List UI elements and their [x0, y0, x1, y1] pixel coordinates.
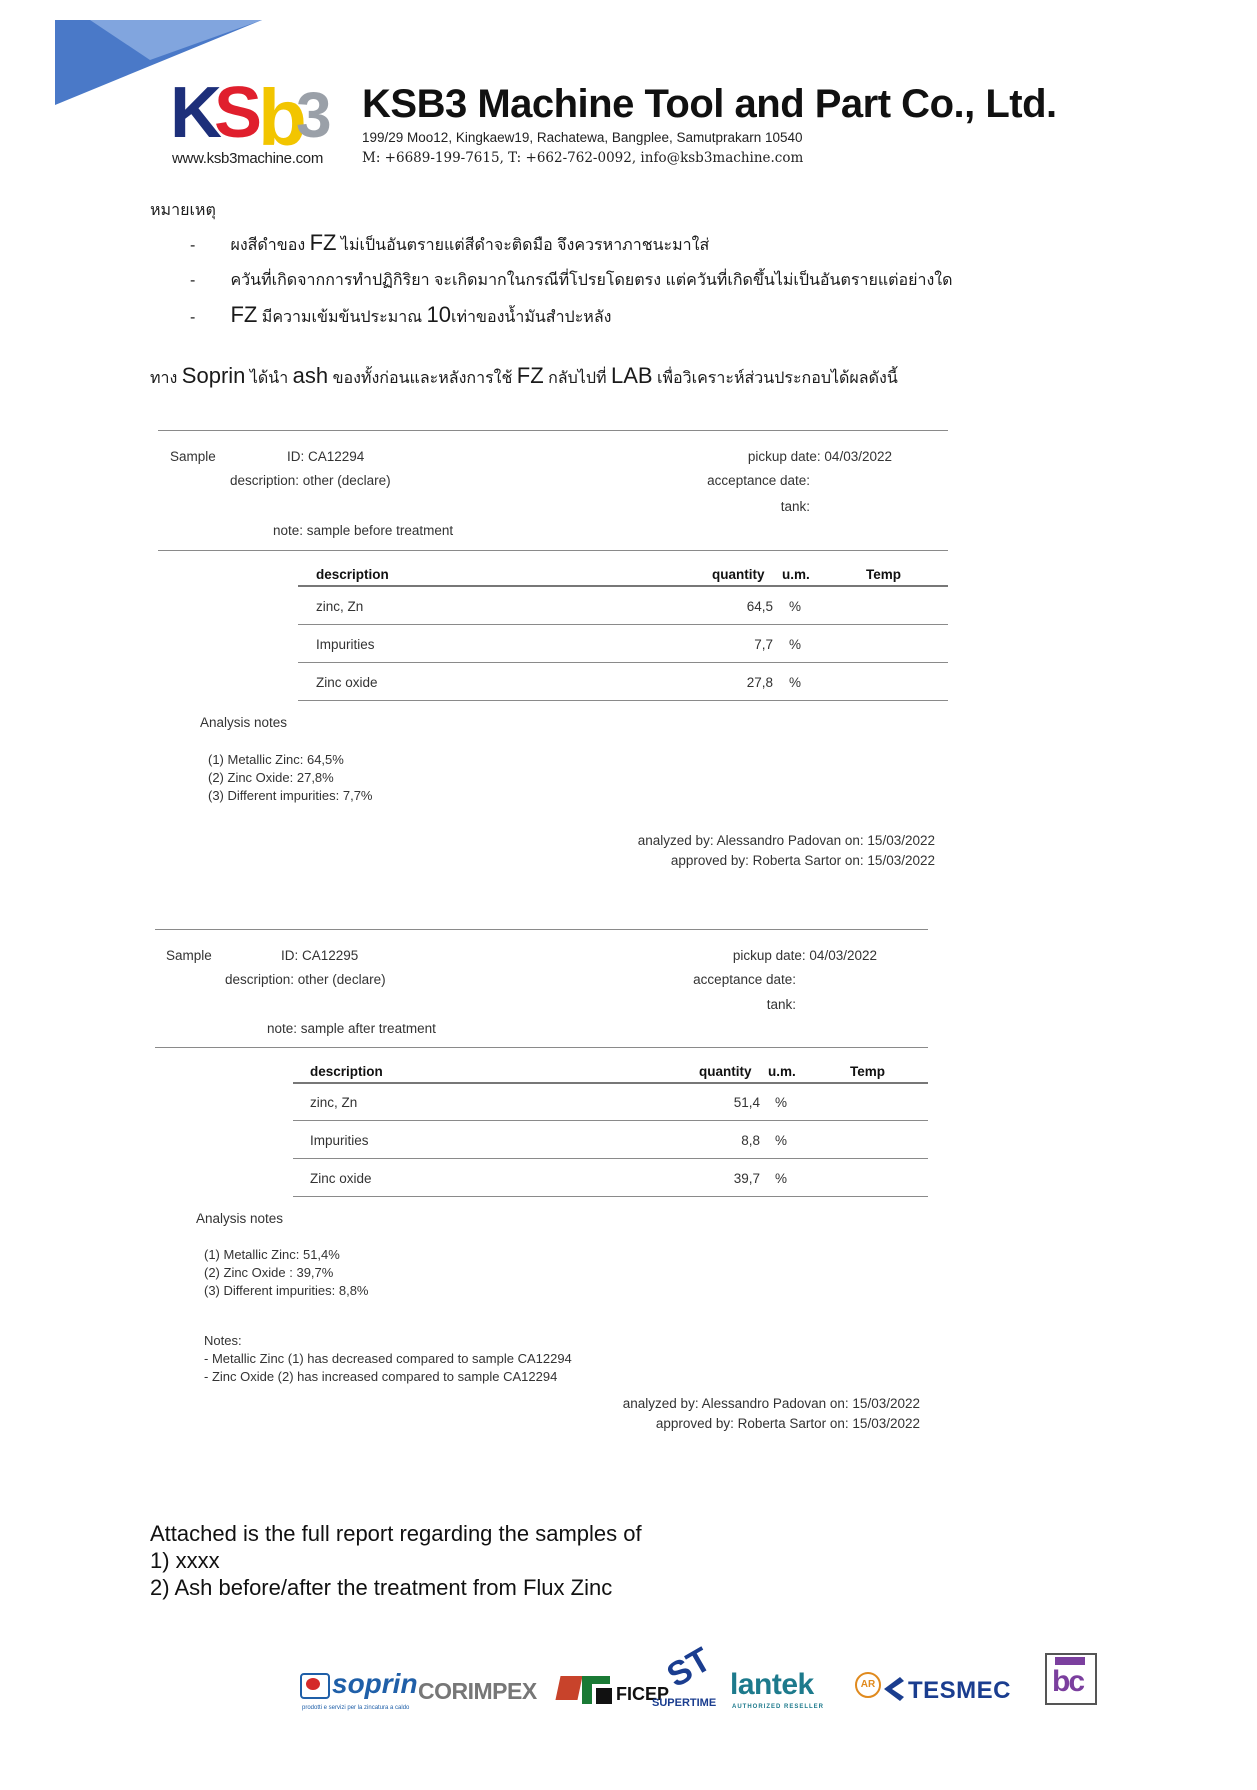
acceptance-date: acceptance date: [707, 473, 810, 488]
ficep-mark-icon [580, 1672, 614, 1706]
lantek-ar-badge: AR [855, 1672, 881, 1698]
analysis-notes-title: Analysis notes [196, 1211, 284, 1226]
intro-line: ทาง Soprin ได้นำ ash ของทั้งก่อนและหลังการใช้ FZ กลับไปที่ LAB เพื่อวิเคราะห์ส่วนประกอบได้ผลดังนี้ [150, 363, 898, 388]
row-qty: 64,5 [746, 599, 773, 614]
partner-logos [300, 1640, 1160, 1725]
pickup-date: pickup date: 04/03/2022 [732, 948, 877, 963]
sample-label: Sample [166, 948, 212, 963]
svg-text:ST: ST [660, 1640, 718, 1696]
approved-by: approved by: Roberta Sartor on: 15/03/2022 [655, 1416, 920, 1431]
company-contact: M: +6689-199-7615, T: +662-762-0092, info@ksb3machine.com [362, 150, 804, 166]
tesmec-logo: TESMEC [908, 1677, 1012, 1704]
sample-label: Sample [170, 449, 216, 464]
row-qty: 7,7 [754, 637, 773, 652]
analyzed-by: analyzed by: Alessandro Padovan on: 15/03/2022 [637, 833, 935, 848]
soprin-logo: soprin [332, 1668, 418, 1699]
row-um: % [775, 1171, 788, 1186]
row-um: % [789, 675, 802, 690]
company-address: 199/29 Moo12, Kingkaew19, Rachatewa, Bangplee, Samutprakarn 10540 [362, 130, 803, 145]
analysis-note: (2) Zinc Oxide: 27,8% [208, 770, 334, 785]
acceptance-date: acceptance date: [693, 972, 796, 987]
analysis-note: (3) Different impurities: 8,8% [204, 1283, 369, 1298]
row-qty: 27,8 [746, 675, 773, 690]
footer-line: 1) xxxx [150, 1548, 220, 1573]
row-desc: Zinc oxide [310, 1171, 372, 1186]
company-name: KSB3 Machine Tool and Part Co., Ltd. [362, 82, 1057, 126]
sample-id: ID: CA12294 [287, 449, 365, 464]
analyzed-by: analyzed by: Alessandro Padovan on: 15/03/2022 [622, 1396, 920, 1411]
svg-text:3: 3 [296, 79, 332, 151]
col-header-temp: Temp [866, 567, 902, 582]
col-header-um: u.m. [782, 567, 810, 582]
corimpex-logo: CORIMPEX [418, 1678, 537, 1704]
analysis-note: (1) Metallic Zinc: 64,5% [208, 752, 344, 767]
row-desc: Impurities [310, 1133, 369, 1148]
row-qty: 8,8 [741, 1133, 760, 1148]
svg-text:b: b [258, 73, 301, 162]
supertime-mark-icon [660, 1640, 718, 1696]
footer-line: Attached is the full report regarding the samples of [150, 1521, 642, 1546]
svg-text:K: K [170, 73, 216, 153]
pickup-date: pickup date: 04/03/2022 [747, 449, 892, 464]
corimpex-mark-icon [555, 1676, 582, 1700]
bc-logo-text: bc [1052, 1665, 1084, 1698]
sample-description: description: other (declare) [225, 972, 386, 987]
sample-id: ID: CA12295 [281, 948, 359, 963]
tank-label: tank: [766, 997, 796, 1012]
row-desc: zinc, Zn [316, 599, 364, 614]
soprin-tagline: prodotti e servizi per la zincatura a caldo [302, 1705, 410, 1711]
col-header-temp: Temp [850, 1064, 886, 1079]
remark-item: - FZ มีความเข้มข้นประมาณ 10เท่าของน้ำมันสำปะหลัง [190, 302, 612, 327]
note-item: - Zinc Oxide (2) has increased compared to sample CA12294 [204, 1369, 558, 1384]
sample-note: note: sample after treatment [267, 1021, 436, 1036]
row-desc: Impurities [316, 637, 375, 652]
analysis-note: (2) Zinc Oxide : 39,7% [204, 1265, 334, 1280]
row-um: % [789, 599, 802, 614]
remarks-title: หมายเหตุ [150, 202, 216, 219]
analysis-notes-title: Analysis notes [200, 715, 288, 730]
row-um: % [775, 1095, 788, 1110]
tank-label: tank: [780, 499, 810, 514]
col-header-quantity: quantity [699, 1064, 752, 1079]
row-um: % [775, 1133, 788, 1148]
remark-item: - ผงสีดำของ FZ ไม่เป็นอันตรายแต่สีดำจะติดมือ จึงควรหาภาชนะมาใส่ [190, 230, 710, 255]
row-um: % [789, 637, 802, 652]
analysis-note: (3) Different impurities: 7,7% [208, 788, 373, 803]
lantek-tagline: AUTHORIZED RESELLER [732, 1704, 825, 1710]
row-qty: 39,7 [733, 1171, 760, 1186]
col-header-description: description [316, 567, 389, 582]
analysis-note: (1) Metallic Zinc: 51,4% [204, 1247, 340, 1262]
note-item: - Metallic Zinc (1) has decreased compared to sample CA12294 [204, 1351, 572, 1366]
supertime-logo: SUPERTIME [652, 1697, 717, 1709]
bc-logo [1045, 1653, 1097, 1705]
col-header-um: u.m. [768, 1064, 796, 1079]
ficep-logo: FICEP [616, 1684, 670, 1704]
tesmec-mark-icon [882, 1675, 906, 1703]
svg-text:S: S [214, 73, 257, 153]
row-desc: Zinc oxide [316, 675, 378, 690]
lantek-logo: lantek [730, 1668, 814, 1701]
approved-by: approved by: Roberta Sartor on: 15/03/2022 [670, 853, 935, 868]
row-qty: 51,4 [733, 1095, 760, 1110]
company-website: www.ksb3machine.com [172, 150, 324, 167]
row-desc: zinc, Zn [310, 1095, 358, 1110]
notes-title: Notes: [204, 1333, 242, 1348]
sample-note: note: sample before treatment [273, 523, 454, 538]
col-header-description: description [310, 1064, 383, 1079]
soprin-mark-icon [300, 1673, 330, 1699]
remark-item: - ควันที่เกิดจากการทำปฏิกิริยา จะเกิดมากในกรณีที่โปรยโดยตรง แต่ควันที่เกิดขึ้นไม่เป็นอันตรายแต่อย่างใด [190, 272, 953, 289]
footer-line: 2) Ash before/after the treatment from Flux Zinc [150, 1575, 613, 1600]
sample-description: description: other (declare) [230, 473, 391, 488]
col-header-quantity: quantity [712, 567, 765, 582]
